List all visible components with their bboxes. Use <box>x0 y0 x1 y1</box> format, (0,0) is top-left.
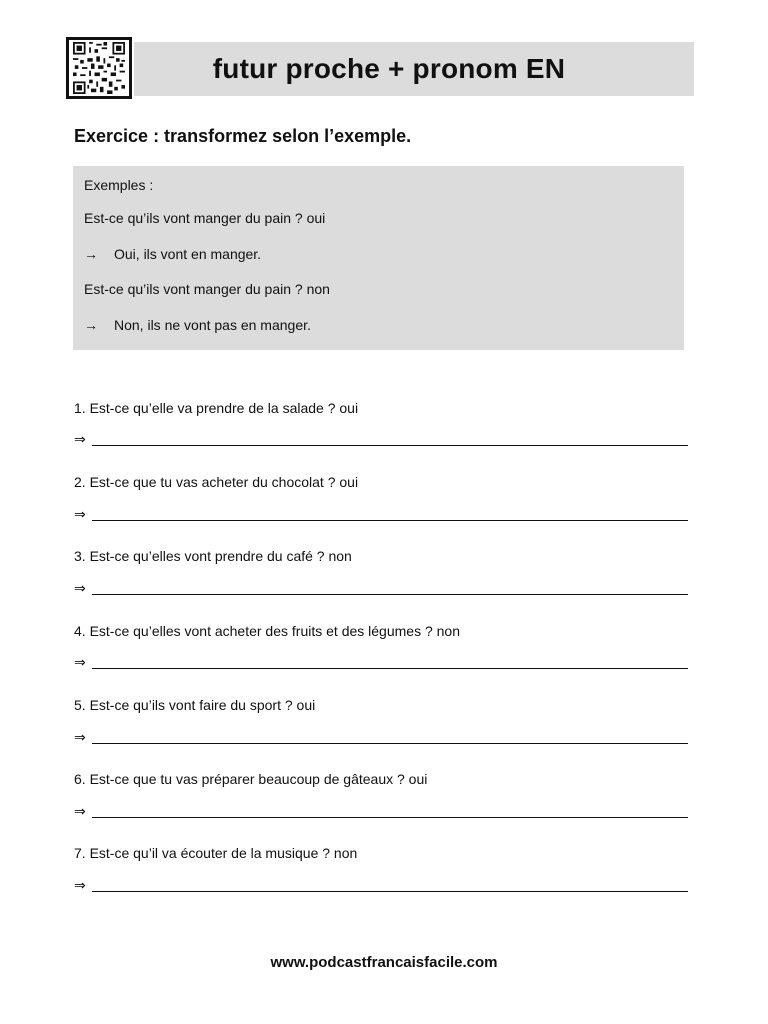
answer-line-1[interactable] <box>74 430 688 448</box>
answer-line-7[interactable] <box>74 876 688 894</box>
answer-blank[interactable] <box>92 667 688 669</box>
answer-line-4[interactable] <box>74 653 688 671</box>
double-arrow-icon: ⇒ <box>74 580 86 596</box>
double-arrow-icon: ⇒ <box>74 431 86 447</box>
arrow-right-icon: → <box>84 317 98 333</box>
question-1: 1. Est-ce qu’elle va prendre de la salade ? oui <box>74 400 359 416</box>
question-5: 5. Est-ce qu’ils vont faire du sport ? oui <box>74 697 316 713</box>
question-3: 3. Est-ce qu’elles vont prendre du café ? non <box>74 548 352 564</box>
example-answer-2 <box>84 317 311 333</box>
double-arrow-icon: ⇒ <box>74 803 86 819</box>
question-2: 2. Est-ce que tu vas acheter du chocolat ? oui <box>74 474 359 490</box>
question-7: 7. Est-ce qu’il va écouter de la musique ? non <box>74 845 358 861</box>
footer-url[interactable]: www.podcastfrancaisfacile.com <box>270 954 498 971</box>
question-6: 6. Est-ce que tu vas préparer beaucoup de gâteaux ? oui <box>74 771 428 787</box>
examples-label: Exemples : <box>84 177 154 193</box>
double-arrow-icon: ⇒ <box>74 877 86 893</box>
double-arrow-icon: ⇒ <box>74 729 86 745</box>
answer-blank[interactable] <box>92 816 688 818</box>
example-question-2: Est-ce qu’ils vont manger du pain ? non <box>84 281 330 297</box>
example-box <box>73 166 684 350</box>
answer-blank[interactable] <box>92 742 688 744</box>
page-title: futur proche + pronom EN <box>212 53 566 84</box>
title-bar <box>134 42 694 96</box>
qr-code-graphic <box>71 42 127 94</box>
exercise-heading: Exercice : transformez selon l’exemple. <box>74 126 412 146</box>
double-arrow-icon: ⇒ <box>74 506 86 522</box>
answer-line-3[interactable] <box>74 579 688 597</box>
answer-line-6[interactable] <box>74 802 688 820</box>
example-question-1: Est-ce qu’ils vont manger du pain ? oui <box>84 210 326 226</box>
example-answer-1 <box>84 246 261 262</box>
answer-blank[interactable] <box>92 890 688 892</box>
question-4: 4. Est-ce qu’elles vont acheter des fruits et des légumes ? non <box>74 623 460 639</box>
double-arrow-icon: ⇒ <box>74 654 86 670</box>
example-answer-text: Oui, ils vont en manger. <box>114 246 262 262</box>
answer-blank[interactable] <box>92 444 688 446</box>
qr-code-icon <box>66 37 132 99</box>
example-answer-text: Non, ils ne vont pas en manger. <box>114 317 311 333</box>
answer-blank[interactable] <box>92 519 688 521</box>
answer-blank[interactable] <box>92 593 688 595</box>
answer-line-5[interactable] <box>74 728 688 746</box>
arrow-right-icon: → <box>84 246 98 262</box>
answer-line-2[interactable] <box>74 505 688 523</box>
